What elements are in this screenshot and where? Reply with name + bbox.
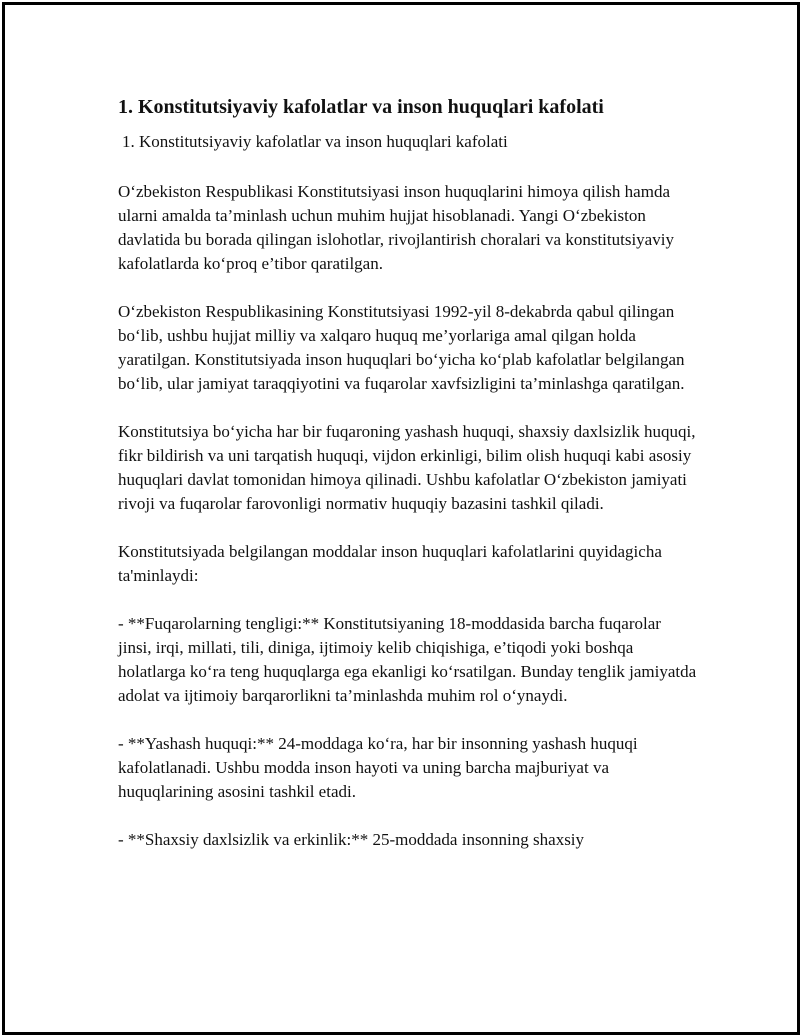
paragraph-adoption: O‘zbekiston Respublikasining Konstitutsiyasi 1992-yil 8-dekabrda qabul qilingan bo‘lib, ushbu hujjat milliy va xalqaro huquq me’yorlariga amal qilgan holda yaratilgan. Konstitutsiyada inson huquqlari bo‘yicha ko‘plab kafolatlar belgilangan bo‘lib, ular jamiyat taraqqiyotini va fuqarolar xavfsizligini ta’minlashga qaratilgan. (118, 302, 685, 393)
paragraph-right-to-life: - **Yashash huquqi:** 24-moddaga ko‘ra, har bir insonning yashash huquqi kafolatlanadi. Ushbu modda inson hayoti va uning barcha majburiyat va huquqlarining asosini tashkil etadi. (118, 734, 638, 801)
paragraph-rights: Konstitutsiya bo‘yicha har bir fuqaroning yashash huquqi, shaxsiy daxlsizlik huquqi, fikr bildirish va uni tarqatish huquqi, vijdon erkinligi, bilim olish huquqi kabi asosiy huquqlari davlat tomonidan himoya qilinadi. Ushbu kafolatlar O‘zbekiston jamiyati rivoji va fuqarolar farovonligi normativ huquqiy bazasini tashkil qiladi. (118, 422, 696, 513)
paragraph-articles-intro: Konstitutsiyada belgilangan moddalar inson huquqlari kafolatlarini quyidagicha ta'minlaydi: (118, 542, 662, 585)
list-item: 1. Konstitutsiyaviy kafolatlar va inson huquqlari kafolati (122, 132, 508, 151)
paragraph-equality: - **Fuqarolarning tengligi:** Konstitutsiyaning 18-moddasida barcha fuqarolar jinsi, irqi, millati, tili, diniga, ijtimoiy kelib chiqishiga, e’tiqodi yoki boshqa holatlarga ko‘ra teng huquqlarga ega ekanligi ko‘rsatilgan. Bunday tenglik jamiyatda adolat va ijtimoiy barqarorlikni ta’minlashda muhim rol o‘ynaydi. (118, 614, 697, 705)
document-body (118, 92, 698, 852)
document-heading: 1. Konstitutsiyaviy kafolatlar va inson huquqlari kafolati (118, 96, 604, 118)
paragraph-intro: O‘zbekiston Respublikasi Konstitutsiyasi inson huquqlarini himoya qilish hamda ularni amalda ta’minlash uchun muhim hujjat hisoblanadi. Yangi O‘zbekiston davlatida bu borada qilingan islohotlar, rivojlantirish choralari va konstitutsiyaviy kafolatlarda ko‘proq e’tibor qaratilgan. (118, 182, 674, 273)
paragraph-personal-inviolability: - **Shaxsiy daxlsizlik va erkinlik:** 25-moddada insonning shaxsiy (118, 830, 585, 849)
